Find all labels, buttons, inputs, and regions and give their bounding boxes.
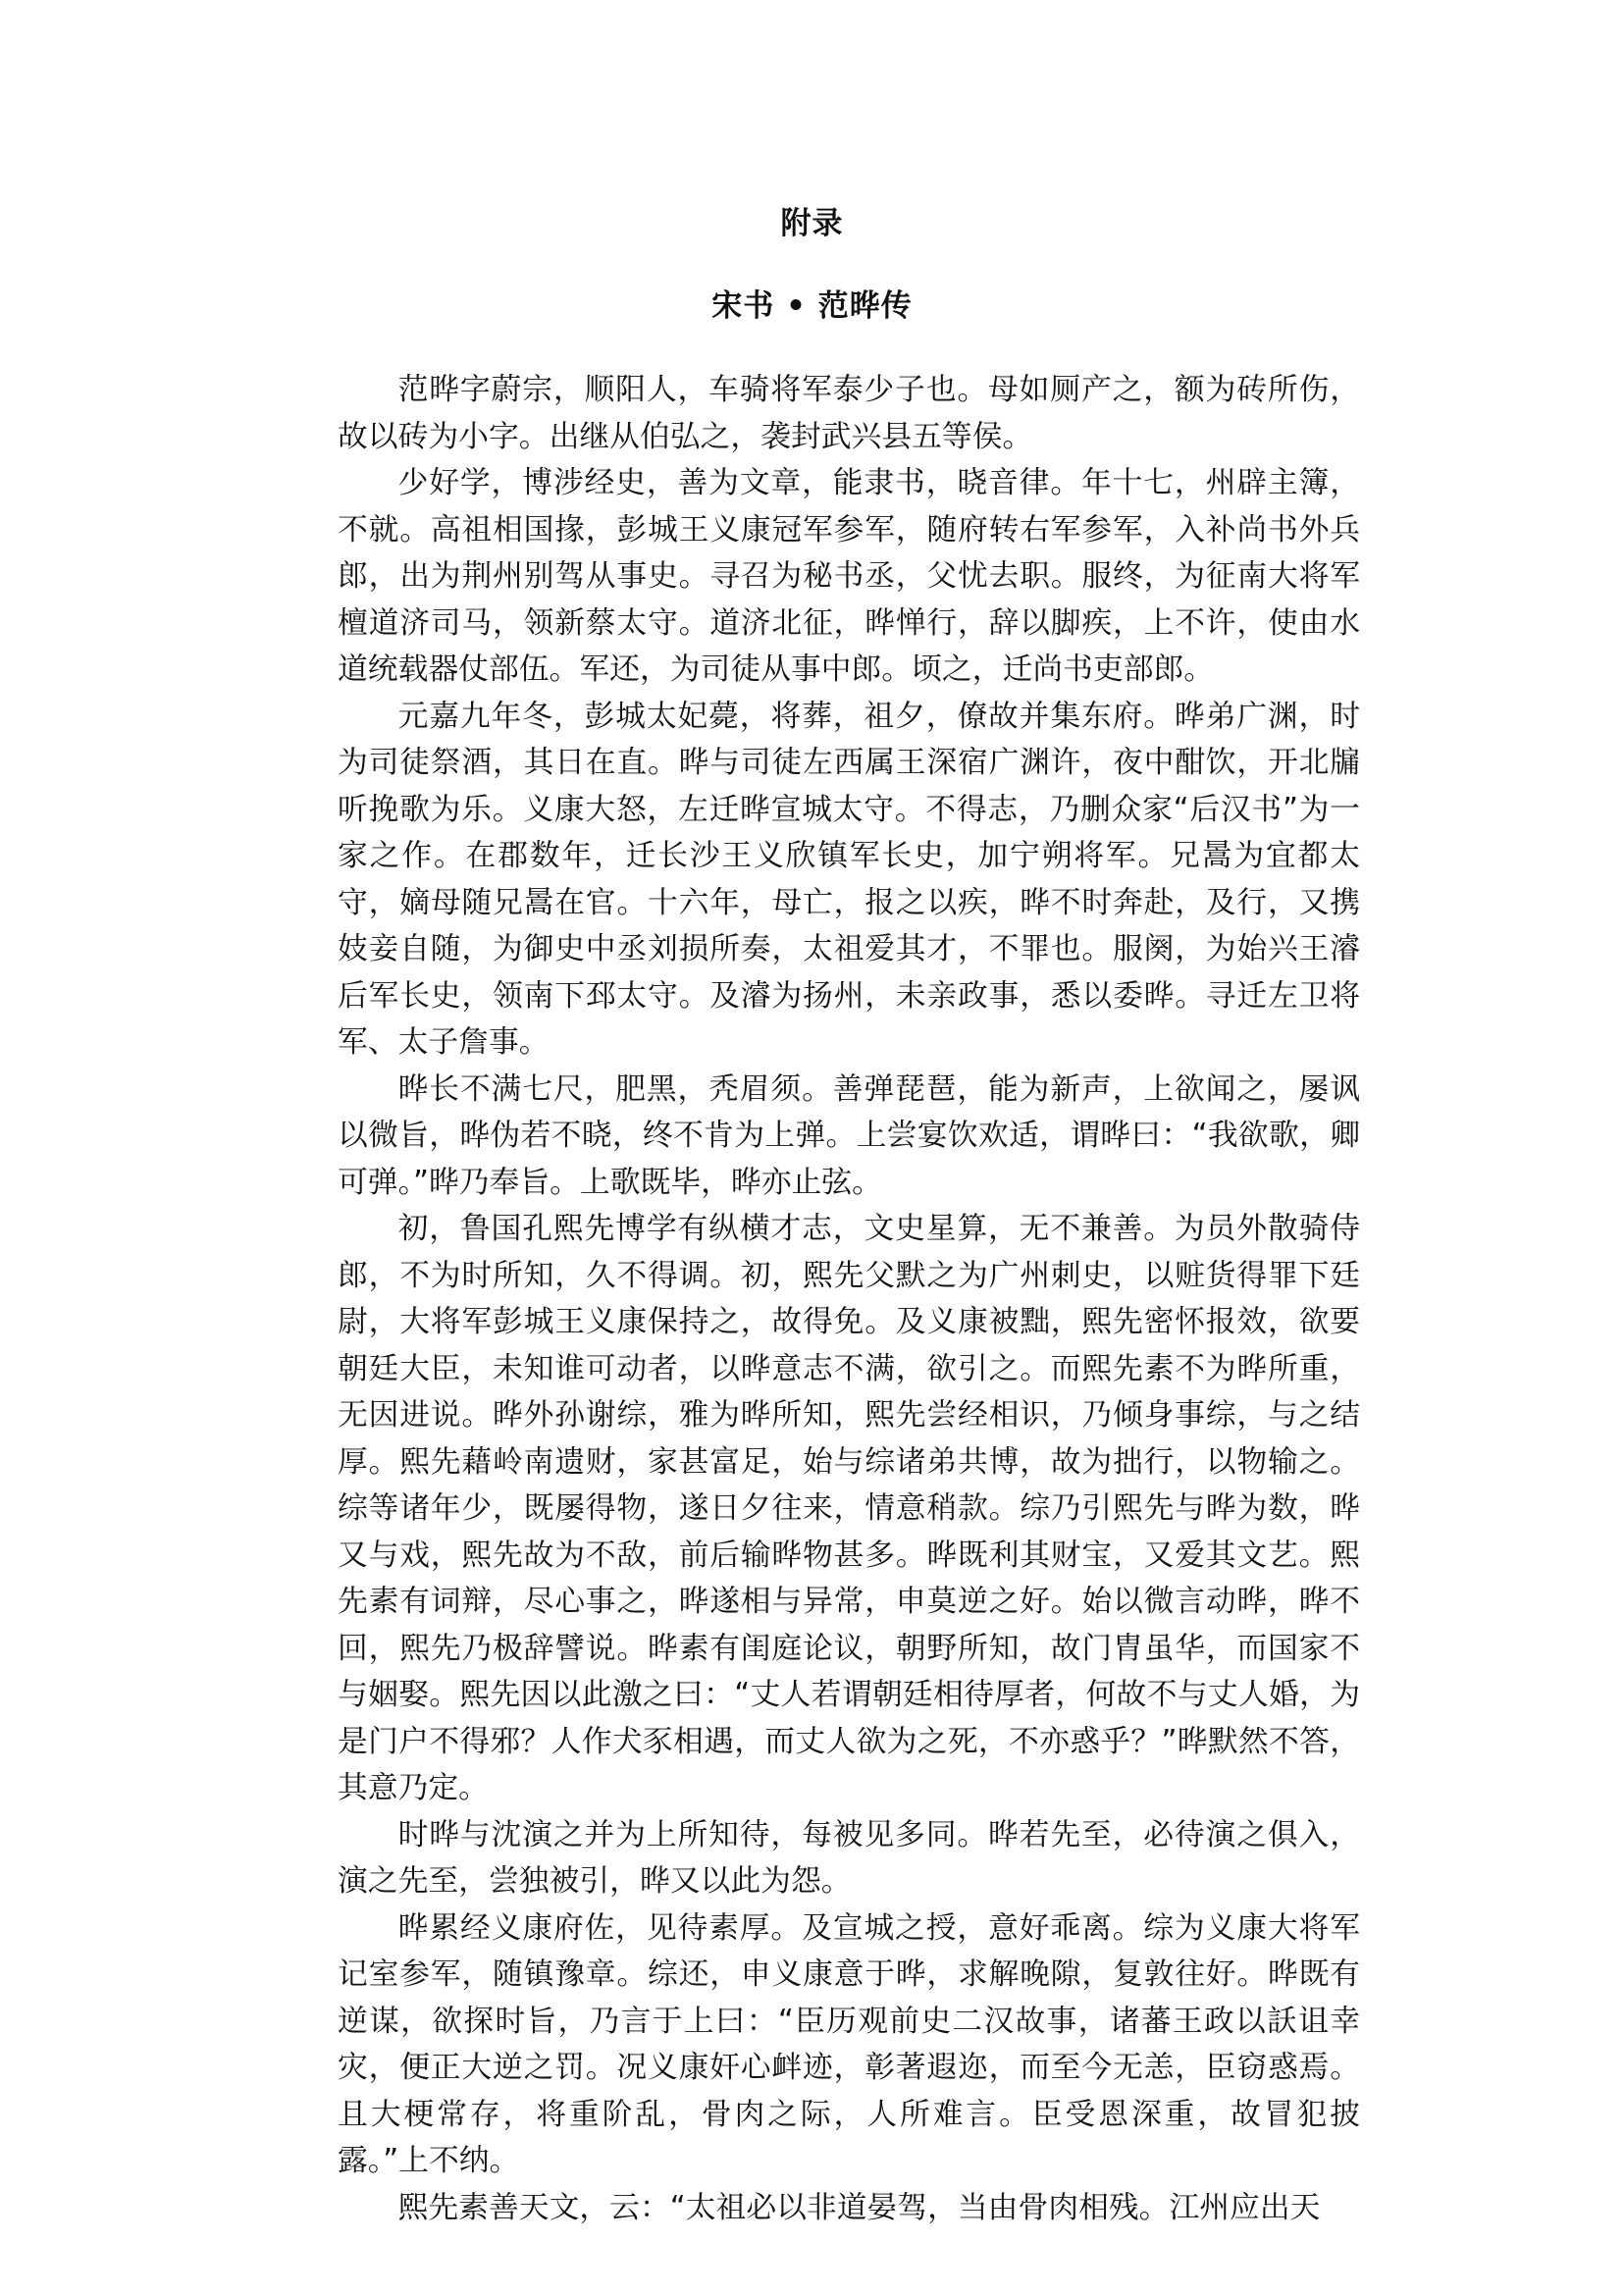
paragraph: 少好学，博涉经史，善为文章，能隶书，晓音律。年十七，州辟主簿，不就。高祖相国掾，彭城王义康冠军参军，随府转右军参军，入补尚书外兵郎，出为荆州别驾从事史。寻召为秘书丞，父忧去职。服终，为征南大将军檀道济司马，领新蔡太守。道济北征，晔惮行，辞以脚疾，上不许，使由水道统载器仗部伍。军还，为司徒从事中郎。顷之，迁尚书吏部郎。 <box>338 465 1360 687</box>
paragraph: 时晔与沈演之并为上所知待，每被见多同。晔若先至，必待演之俱入，演之先至，尝独被引，晔又以此为怨。 <box>338 1816 1360 1899</box>
paragraph: 初，鲁国孔熙先博学有纵横才志，文史星算，无不兼善。为员外散骑侍郎，不为时所知，久不得调。初，熙先父默之为广州刺史，以赃货得罪下廷尉，大将军彭城王义康保持之，故得免。及义康被黜，熙先密怀报效，欲要朝廷大臣，未知谁可动者，以晔意志不满，欲引之。而熙先素不为晔所重，无因进说。晔外孙谢综，雅为晔所知，熙先尝经相识，乃倾身事综，与之结厚。熙先藉岭南遗财，家甚富足，始与综诸弟共博，故为拙行，以物输之。综等诸年少，既屡得物，遂日夕往来，情意稍款。综乃引熙先与晔为数，晔又与戏，熙先故为不敌，前后输晔物甚多。晔既利其财宝，又爱其文艺。熙先素有词辩，尽心事之，晔遂相与异常，申莫逆之好。始以微言动晔，晔不回，熙先乃极辞譬说。晔素有闺庭论议，朝野所知，故门胄虽华，而国家不与姻娶。熙先因以此激之曰：“丈人若谓朝廷相待厚者，何故不与丈人婚，为是门户不得邪？人作犬豕相遇，而丈人欲为之死，不亦惑乎？”晔默然不答，其意乃定。 <box>338 1211 1360 1805</box>
appendix-heading: 附录 <box>780 206 844 241</box>
paragraph: 范晔字蔚宗，顺阳人，车骑将军泰少子也。母如厕产之，额为砖所伤，故以砖为小字。出继从伯弘之，袭封武兴县五等侯。 <box>338 372 1360 454</box>
paragraph: 熙先素善天文，云：“太祖必以非道晏驾，当由骨肉相残。江州应出天 <box>397 2189 1321 2225</box>
body-text <box>338 367 1360 2231</box>
paragraph: 晔累经义康府佐，见待素厚。及宣城之授，意好乖离。综为义康大将军记室参军，随镇豫章。综还，申义康意于晔，求解晚隙，复敦往好。晔既有逆谋，欲探时旨，乃言于上曰：“臣历观前史二汉故事，诸蕃王政以訞诅幸灾，便正大逆之罚。况义康奸心衅迹，彰著遐迩，而至今无恙，臣窃惑焉。且大梗常存，将重阶乱，骨肉之际，人所难言。臣受恩深重，故冒犯披露。”上不纳。 <box>338 1909 1360 2178</box>
paragraph: 元嘉九年冬，彭城太妃薨，将葬，祖夕，僚故并集东府。晔弟广渊，时为司徒祭酒，其日在直。晔与司徒左西属王深宿广渊许，夜中酣饮，开北牖听挽歌为乐。义康大怒，左迁晔宣城太守。不得志，乃删众家“后汉书”为一家之作。在郡数年，迁长沙王义欣镇军长史，加宁朔将军。兄暠为宜都太守，嫡母随兄暠在官。十六年，母亡，报之以疾，晔不时奔赴，及行，又携妓妾自随，为御史中丞刘损所奏，太祖爱其才，不罪也。服阕，为始兴王濬后军长史，领南下邳太守。及濬为扬州，未亲政事，悉以委晔。寻迁左卫将军、太子詹事。 <box>338 698 1360 1060</box>
section-title: 宋书 • 范晔传 <box>711 288 913 324</box>
paragraph: 晔长不满七尺，肥黑，秃眉须。善弹琵琶，能为新声，上欲闻之，屡讽以微旨，晔伪若不晓，终不肯为上弹。上尝宴饮欢适，谓晔曰：“我欲歌，卿可弹。”晔乃奉旨。上歌既毕，晔亦止弦。 <box>338 1070 1360 1200</box>
